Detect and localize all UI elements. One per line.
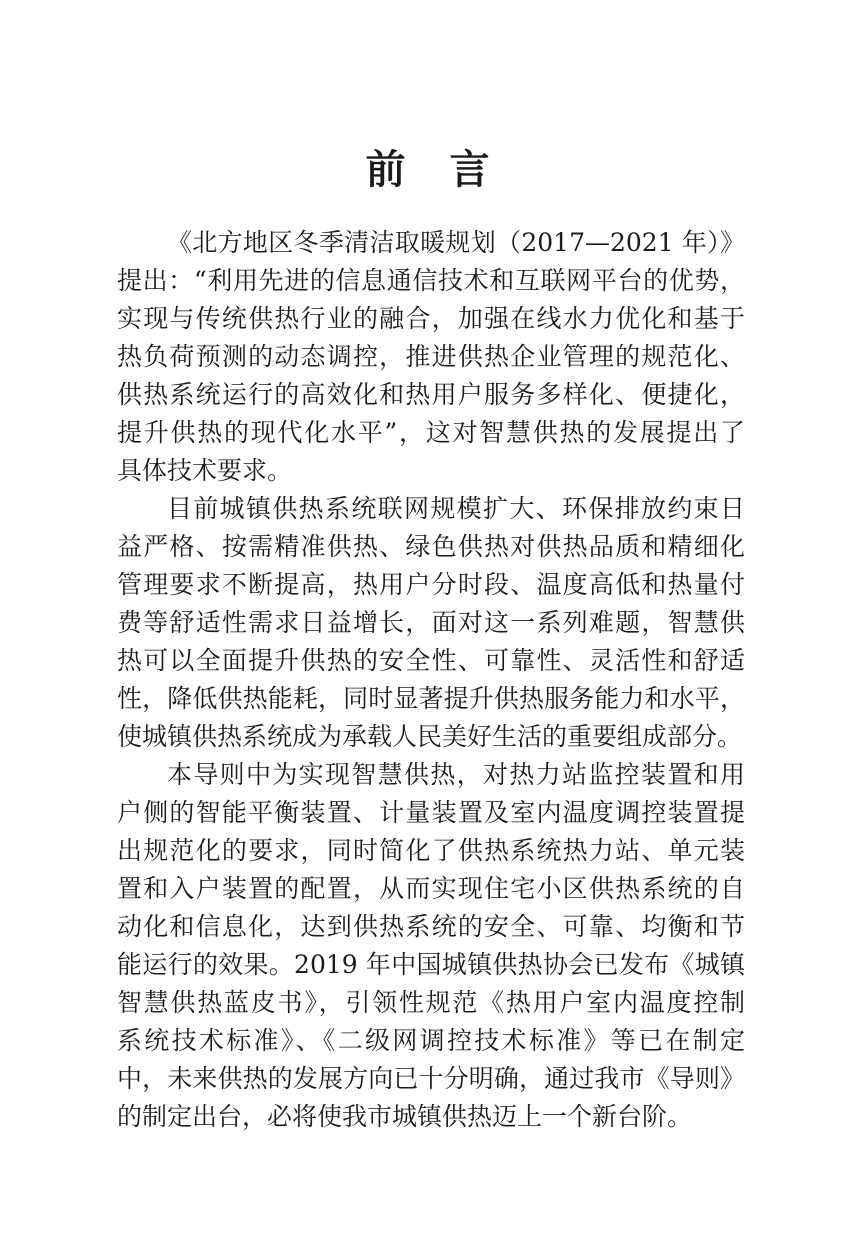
paragraph-line: 目前城镇供热系统联网规模扩大、环保排放约束日	[167, 494, 745, 523]
paragraph-line: 系统技术标准》、《二级网调控技术标准》等已在制定	[117, 1026, 745, 1055]
paragraph-line: 《北方地区冬季清洁取暖规划（2017—2021 年）》	[167, 228, 745, 257]
paragraph-line: 具体技术要求。	[117, 456, 293, 485]
paragraph-line: 费等舒适性需求日益增长，面对这一系列难题，智慧供	[117, 608, 745, 637]
paragraph-line: 供热系统运行的高效化和热用户服务多样化、便捷化，	[117, 380, 745, 409]
paragraph-line: 管理要求不断提高，热用户分时段、温度高低和热量付	[117, 570, 745, 599]
page-title: 前 言	[365, 146, 492, 193]
paragraph-line: 本导则中为实现智慧供热，对热力站监控装置和用	[167, 760, 745, 789]
paragraph-line: 能运行的效果。2019 年中国城镇供热协会已发布《城镇	[117, 950, 745, 979]
paragraph-line: 实现与传统供热行业的融合，加强在线水力优化和基于	[117, 304, 745, 333]
paragraph-line: 提出：“利用先进的信息通信技术和互联网平台的优势，	[117, 266, 745, 295]
paragraph-line: 户侧的智能平衡装置、计量装置及室内温度调控装置提	[117, 798, 745, 827]
paragraph-line: 中，未来供热的发展方向已十分明确，通过我市《导则》	[117, 1064, 745, 1093]
paragraph	[117, 224, 745, 490]
paragraph	[117, 756, 745, 1136]
paragraph-line: 动化和信息化，达到供热系统的安全、可靠、均衡和节	[117, 912, 745, 941]
paragraph-line: 提升供热的现代化水平”，这对智慧供热的发展提出了	[117, 418, 745, 447]
paragraph-line: 使城镇供热系统成为承载人民美好生活的重要组成部分。	[117, 722, 743, 751]
paragraph-line: 热可以全面提升供热的安全性、可靠性、灵活性和舒适	[117, 646, 745, 675]
paragraph-line: 智慧供热蓝皮书》，引领性规范《热用户室内温度控制	[117, 988, 745, 1017]
paragraph-line: 出规范化的要求，同时简化了供热系统热力站、单元装	[117, 836, 745, 865]
paragraph-line: 性，降低供热能耗，同时显著提升供热服务能力和水平，	[117, 684, 745, 713]
paragraph	[117, 490, 745, 756]
paragraph-line: 热负荷预测的动态调控，推进供热企业管理的规范化、	[117, 342, 745, 371]
paragraph-line: 益严格、按需精准供热、绿色供热对供热品质和精细化	[117, 532, 745, 561]
document-body	[117, 224, 745, 1136]
paragraph-line: 的制定出台，必将使我市城镇供热迈上一个新台阶。	[117, 1102, 693, 1131]
paragraph-line: 置和入户装置的配置，从而实现住宅小区供热系统的自	[117, 874, 745, 903]
